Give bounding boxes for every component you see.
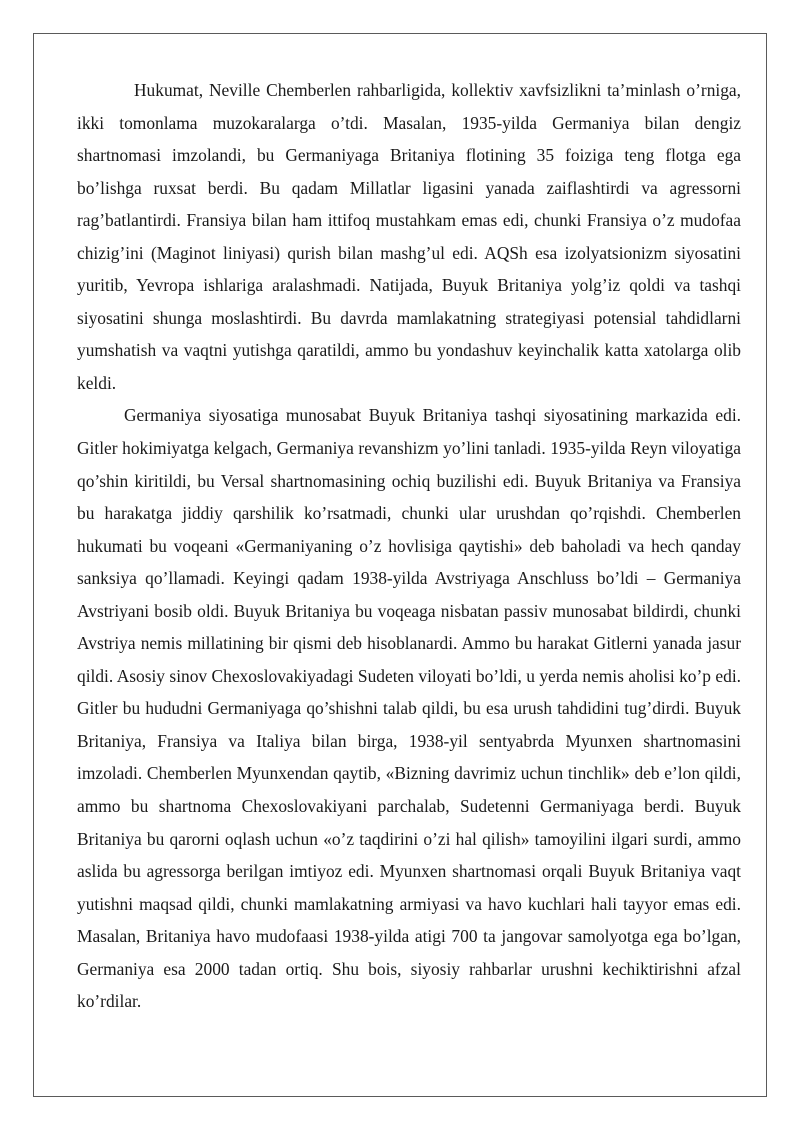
document-body <box>77 74 741 1018</box>
paragraph-2: Germaniya siyosatiga munosabat Buyuk Britaniya tashqi siyosatining markazida edi. Gitler hokimiyatga kelgach, Germaniya revanshizm yo’lini tanladi. 1935-yilda Reyn viloyatiga qo’shin kiritildi, bu Versal shartnomasining ochiq buzilishi edi. Buyuk Britaniya va Fransiya bu harakatga jiddiy qarshilik ko’rsatmadi, chunki ular urushdan qo’rqishdi. Chemberlen hukumati bu voqeani «Germaniyaning o’z hovlisiga qaytishi» deb baholadi va hech qanday sanksiya qo’llamadi. Keyingi qadam 1938-yilda Avstriyaga Anschluss bo’ldi – Germaniya Avstriyani bosib oldi. Buyuk Britaniya bu voqeaga nisbatan passiv munosabat bildirdi, chunki Avstriya nemis millatining bir qismi deb hisoblanardi. Ammo bu harakat Gitlerni yanada jasur qildi. Asosiy sinov Chexoslovakiyadagi Sudeten viloyati bo’ldi, u yerda nemis aholisi ko’p edi. Gitler bu hududni Germaniyaga qo’shishni talab qildi, bu esa urush tahdidini tug’dirdi. Buyuk Britaniya, Fransiya va Italiya bilan birga, 1938-yil sentyabrda Myunxen shartnomasini imzoladi. Chemberlen Myunxendan qaytib, «Bizning davrimiz uchun tinchlik» deb e’lon qildi, ammo bu shartnoma Chexoslovakiyani parchalab, Sudetenni Germaniyaga berdi. Buyuk Britaniya bu qarorni oqlash uchun «o’z taqdirini o’zi hal qilish» tamoyilini ilgari surdi, ammo aslida bu agressorga berilgan imtiyoz edi. Myunxen shartnomasi orqali Buyuk Britaniya vaqt yutishni maqsad qildi, chunki mamlakatning armiyasi va havo kuchlari hali tayyor emas edi. Masalan, Britaniya havo mudofaasi 1938-yilda atigi 700 ta jangovar samolyotga ega bo’lgan, Germaniya esa 2000 tadan ortiq. Shu bois, siyosiy rahbarlar urushni kechiktirishni afzal ko’rdilar. <box>77 405 741 1012</box>
paragraph-1: Hukumat, Neville Chemberlen rahbarligida, kollektiv xavfsizlikni ta’minlash o’rniga, ikki tomonlama muzokaralarga o’tdi. Masalan, 1935-yilda Germaniya bilan dengiz shartnomasi imzolandi, bu Germaniyaga Britaniya flotining 35 foiziga teng flotga ega bo’lishga ruxsat berdi. Bu qadam Millatlar ligasini yanada zaiflashtirdi va agressorni rag’batlantirdi. Fransiya bilan ham ittifoq mustahkam emas edi, chunki Fransiya o’z mudofaa chizig’ini (Maginot liniyasi) qurish bilan mashg’ul edi. AQSh esa izolyatsionizm siyosatini yuritib, Yevropa ishlariga aralashmadi. Natijada, Buyuk Britaniya yolg’iz qoldi va tashqi siyosatini shunga moslashtirdi. Bu davrda mamlakatning strategiyasi potensial tahdidlarni yumshatish va vaqtni yutishga qaratildi, ammo bu yondashuv keyinchalik katta xatolarga olib keldi. <box>77 80 741 393</box>
